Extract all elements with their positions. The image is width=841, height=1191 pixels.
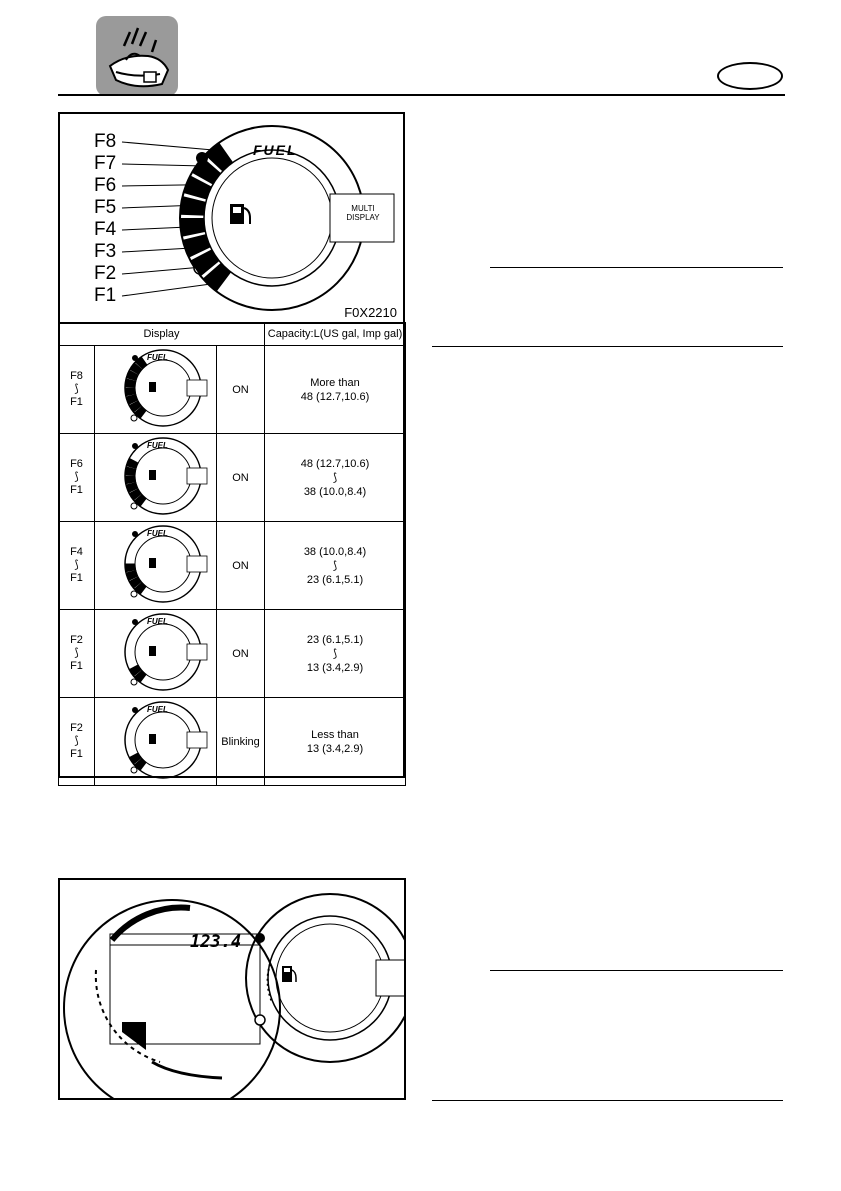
mini-fuel-pump-icon (149, 382, 156, 392)
segment-label-f2: F2 (94, 263, 117, 284)
mini-gauge-cell (95, 698, 217, 786)
mini-gauge-title: FUEL (146, 441, 168, 450)
mini-indicator-bottom (131, 503, 137, 509)
mini-indicator-bottom (131, 415, 137, 421)
mini-gauge-title: FUEL (146, 617, 168, 626)
digital-readout: 123.4 (190, 932, 242, 952)
capacity-cell: More than 48 (12.7,10.6) (265, 346, 406, 434)
mini-fuel-segment (125, 555, 136, 563)
segment-label-f5: F5 (94, 197, 117, 218)
table-row (59, 522, 406, 610)
mini-fuel-pump-icon (149, 734, 156, 744)
mini-gauge-cell (95, 522, 217, 610)
fuel-capacity-table (58, 322, 406, 786)
mini-fuel-segment (125, 731, 136, 739)
mini-fuel-pump-icon (149, 646, 156, 656)
segment-leader-line (122, 268, 197, 274)
header-capacity: Capacity:L(US gal, Imp gal) (265, 323, 406, 346)
mini-gauge-cell (95, 610, 217, 698)
mini-indicator-top (132, 443, 138, 449)
mini-gauge-cell (95, 434, 217, 522)
segment-leader-line (122, 227, 182, 230)
mini-indicator-top (132, 531, 138, 537)
mini-multi-display (187, 732, 207, 748)
mini-fuel-pump-icon (149, 470, 156, 480)
mini-multi-display (187, 556, 207, 572)
language-badge (717, 62, 783, 90)
segment-label-f7: F7 (94, 153, 117, 174)
segment-label-f1: F1 (94, 285, 117, 306)
mini-fuel-gauge (97, 698, 215, 782)
mini-multi-display (187, 468, 207, 484)
capacity-cell: 23 (6.1,5.1) ⟆ 13 (3.4,2.9) (265, 610, 406, 698)
capacity-cell: 48 (12.7,10.6) ⟆ 38 (10.0,8.4) (265, 434, 406, 522)
display-status: ON (217, 346, 265, 434)
chapter-icon (96, 16, 178, 96)
mini-gauge-title: FUEL (146, 353, 168, 362)
gauge-title: FUEL (253, 142, 298, 158)
table-row (59, 346, 406, 434)
display-status: ON (217, 522, 265, 610)
figure-code: F0X2210 (344, 305, 397, 320)
segment-leader-line (122, 142, 213, 150)
mini-indicator-bottom (131, 591, 137, 597)
segment-range: F2 ⟆ F1 (59, 698, 95, 786)
table-row (59, 610, 406, 698)
mini-gauge-title: FUEL (146, 705, 168, 714)
segment-range: F4 ⟆ F1 (59, 522, 95, 610)
mini-fuel-segment (126, 458, 138, 468)
mini-fuel-segment (125, 652, 136, 660)
mini-fuel-segment (125, 740, 136, 748)
fuel-segment-f5 (180, 196, 206, 215)
header-rule (58, 94, 785, 96)
multi-display-label: MULTI DISPLAY (346, 204, 380, 222)
segment-range: F6 ⟆ F1 (59, 434, 95, 522)
display-status: Blinking (217, 698, 265, 786)
rule-4 (432, 1100, 783, 1101)
mini-gauge-cell (95, 346, 217, 434)
mini-fuel-segment (125, 564, 136, 572)
mini-indicator-bottom (131, 767, 137, 773)
table-row (59, 698, 406, 786)
rule-1 (490, 267, 783, 268)
rule-3 (490, 970, 783, 971)
segment-leader-line (122, 206, 183, 208)
segment-label-f4: F4 (94, 219, 117, 240)
segment-leader-line (122, 185, 188, 186)
mini-gauge-title: FUEL (146, 529, 168, 538)
mini-multi-display (187, 380, 207, 396)
segment-label-f3: F3 (94, 241, 117, 262)
display-status: ON (217, 434, 265, 522)
segment-label-f8: F8 (94, 131, 117, 152)
mini-fuel-gauge (97, 610, 215, 694)
capacity-cell: Less than 13 (3.4,2.9) (265, 698, 406, 786)
mini-fuel-gauge (97, 522, 215, 606)
capacity-cell: 38 (10.0,8.4) ⟆ 23 (6.1,5.1) (265, 522, 406, 610)
segment-leader-line (122, 164, 199, 166)
mini-fuel-segment (125, 388, 136, 396)
mini-indicator-top (132, 707, 138, 713)
rule-2 (432, 346, 783, 347)
segment-label-f6: F6 (94, 175, 117, 196)
mini-fuel-segment (125, 643, 136, 651)
table-row (59, 434, 406, 522)
mini-indicator-top (132, 619, 138, 625)
fuel-segment-f4 (180, 218, 205, 237)
mini-fuel-gauge (97, 434, 215, 518)
segment-range: F8 ⟆ F1 (59, 346, 95, 434)
mini-fuel-pump-icon (149, 558, 156, 568)
fuel-gauge-figure (58, 112, 405, 324)
display-status: ON (217, 610, 265, 698)
mini-indicator-bottom (131, 679, 137, 685)
header-display: Display (59, 323, 265, 346)
meter-figure (58, 878, 406, 1100)
mini-fuel-gauge (97, 346, 215, 430)
segment-range: F2 ⟆ F1 (59, 610, 95, 698)
segment-leader-line (122, 284, 211, 296)
mini-multi-display (187, 644, 207, 660)
mini-fuel-segment (125, 476, 136, 484)
segment-leader-line (122, 248, 187, 252)
